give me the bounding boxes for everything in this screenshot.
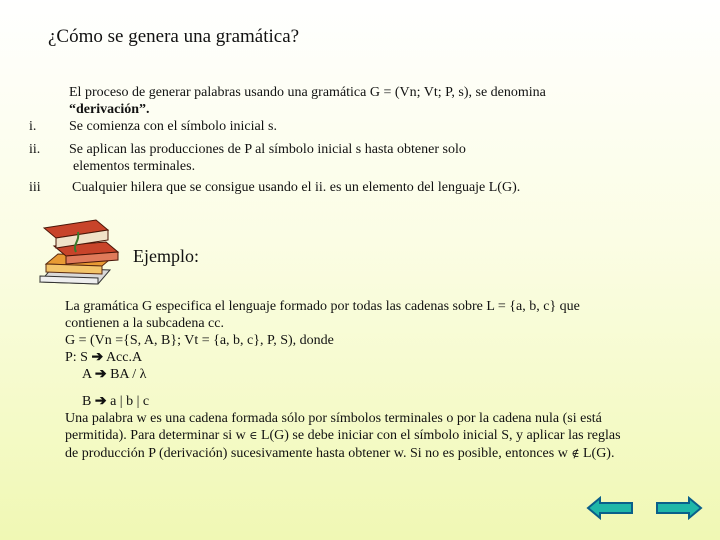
step-2: [29, 141, 466, 175]
production-rule-2: [65, 366, 621, 383]
step-marker: i.: [29, 119, 37, 134]
step-text-cont: elementos terminales.: [73, 159, 196, 174]
production-rule-1: [65, 349, 621, 366]
rule-rhs: BA / λ: [110, 367, 147, 382]
rule-rhs: a | b | c: [110, 394, 150, 409]
example-line: de producción P (derivación) sucesivamente hasta obtener w. Si no es posible, entonces w ∉ L(G).: [65, 446, 615, 461]
example-heading: Ejemplo:: [133, 246, 199, 266]
rule-lhs: P: S: [65, 350, 88, 365]
arrow-icon: ➔: [91, 350, 104, 365]
step-3: [29, 179, 521, 196]
example-line: Una palabra w es una cadena formada sólo por símbolos terminales o por la cadena nula (si está: [65, 411, 602, 426]
not-element-of-symbol: ∉: [571, 448, 580, 460]
rule-lhs: A: [82, 367, 92, 382]
example-line: permitida). Para determinar si w ∈ L(G) se debe iniciar con el símbolo inicial S, y aplicar las reglas: [65, 428, 621, 443]
intro-line-1: El proceso de generar palabras usando una gramática G = (Vn; Vt; P, s), se denomina: [69, 85, 546, 100]
production-rule-3: [65, 393, 621, 410]
element-of-symbol: ∈: [249, 430, 258, 442]
rule-lhs: B: [82, 394, 92, 409]
step-1: [29, 118, 278, 135]
example-line: contienen a la subcadena cc.: [65, 316, 224, 331]
example-line: La gramática G especifica el lenguaje formado por todas las cadenas sobre L = {a, b, c} que: [65, 299, 580, 314]
arrow-icon: ➔: [94, 394, 107, 409]
arrow-icon: ➔: [94, 367, 107, 382]
books-icon: [36, 212, 122, 288]
slide-title: ¿Cómo se genera una gramática?: [48, 26, 300, 47]
arrow-left-icon[interactable]: [586, 496, 634, 520]
step-text: Se aplican las producciones de P al símbolo inicial s hasta obtener solo: [69, 142, 466, 157]
step-marker: iii: [29, 180, 41, 195]
step-marker: ii.: [29, 142, 41, 157]
rule-rhs: Acc.A: [105, 350, 143, 365]
step-text: Se comienza con el símbolo inicial s.: [69, 119, 278, 134]
intro-line-2: “derivación”.: [69, 102, 150, 117]
example-line: G = (Vn ={S, A, B}; Vt = {a, b, c}, P, S), donde: [65, 333, 334, 348]
example-body: [65, 298, 621, 463]
intro-text: [69, 84, 546, 118]
arrow-right-icon[interactable]: [655, 496, 703, 520]
step-text: Cualquier hilera que se consigue usando el ii. es un elemento del lenguaje L(G).: [72, 180, 521, 195]
